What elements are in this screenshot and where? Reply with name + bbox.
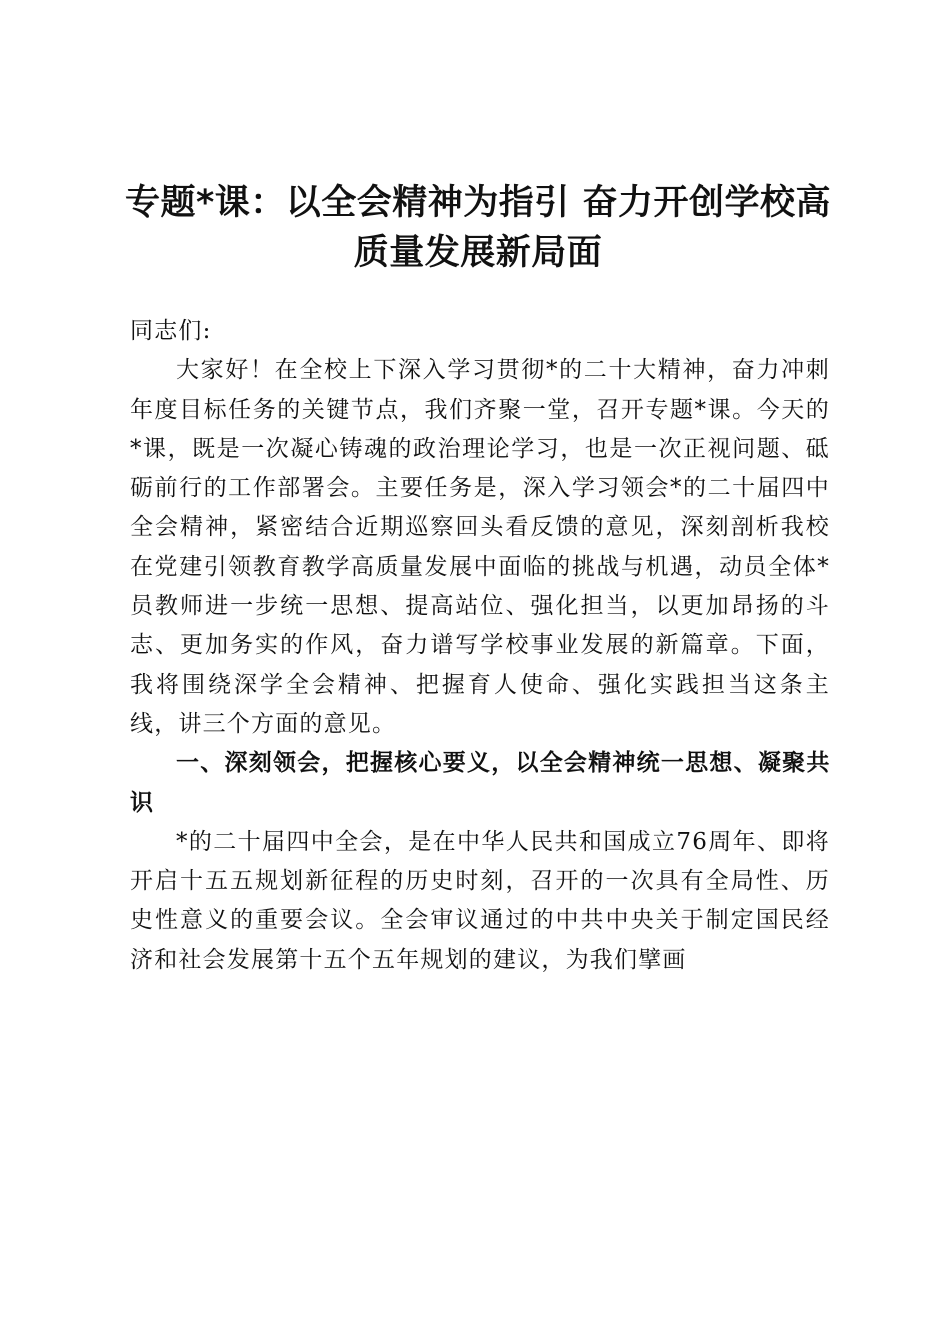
section-1-heading: 一、深刻领会，把握核心要义，以全会精神统一思想、凝聚共识 xyxy=(130,750,830,816)
salutation: 同志们: xyxy=(130,318,212,344)
section-1-paragraph: *的二十届四中全会，是在中华人民共和国成立76周年、即将开启十五五规划新征程的历史时刻，召开的一次具有全局性、历史性意义的重要会议。全会审议通过的中共中央关于制定国民经济和社会发展第十五个五年规划的建议，为我们擘画 xyxy=(130,828,830,973)
document-title xyxy=(120,178,836,278)
opening-paragraph: 大家好！在全校上下深入学习贯彻*的二十大精神，奋力冲刺年度目标任务的关键节点，我们齐聚一堂，召开专题*课。今天的*课，既是一次凝心铸魂的政治理论学习，也是一次正视问题、砥砺前行的工作部署会。主要任务是，深入学习领会*的二十届四中全会精神，紧密结合近期巡察回头看反馈的意见，深刻剖析我校在党建引领教育教学高质量发展中面临的挑战与机遇，动员全体*员教师进一步统一思想、提高站位、强化担当，以更加昂扬的斗志、更加务实的作风，奋力谱写学校事业发展的新篇章。下面，我将围绕深学全会精神、把握育人使命、强化实践担当这条主线，讲三个方面的意见。 xyxy=(130,357,830,737)
document-body xyxy=(130,312,830,980)
title-line-2: 质量发展新局面 xyxy=(353,233,603,273)
title-line-1: 专题*课：以全会精神为指引 奋力开创学校高 xyxy=(125,183,831,223)
